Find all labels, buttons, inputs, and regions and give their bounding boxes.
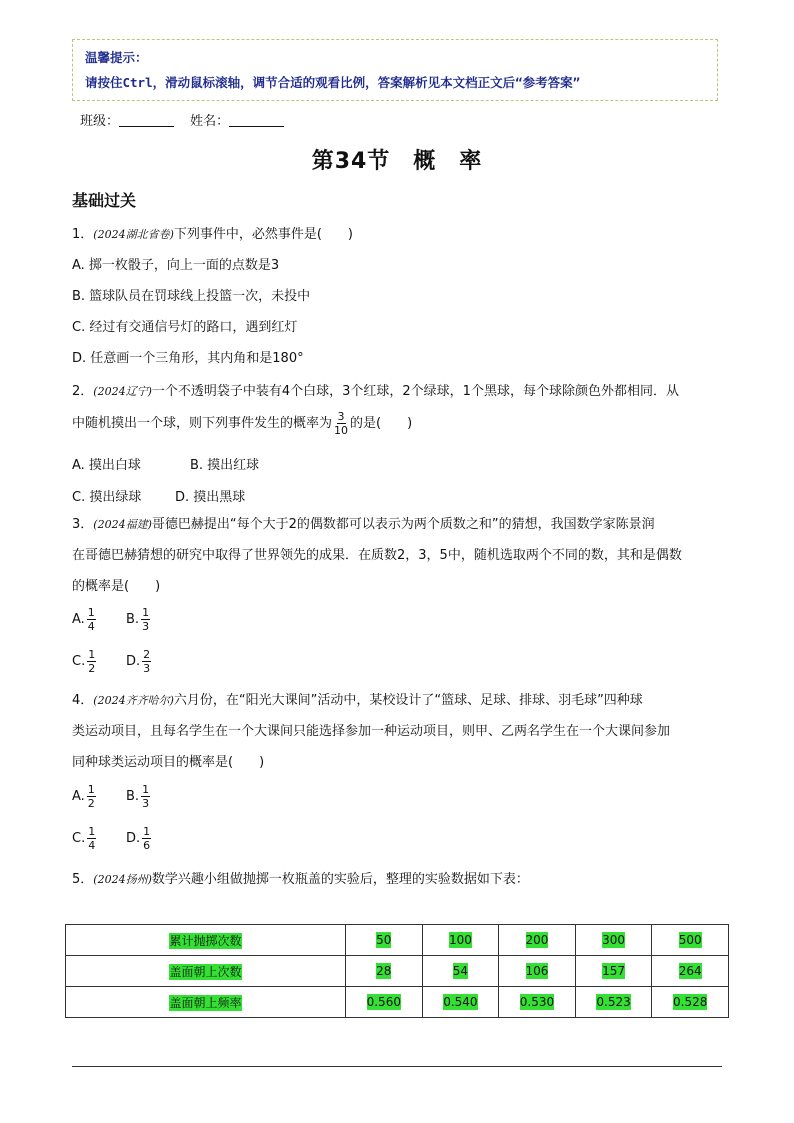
question-text: 中随机摸出一个球，则下列事件发生的概率为 (72, 415, 333, 431)
data-table (65, 924, 729, 1018)
fraction (87, 606, 96, 633)
question-number: 2． (72, 384, 94, 399)
fraction-denominator: 4 (88, 839, 96, 852)
question-number: 5． (72, 872, 94, 887)
cell-text: 500 (678, 933, 702, 947)
fraction-denominator: 2 (87, 797, 95, 810)
table-cell (346, 987, 423, 1018)
fraction-denominator: 2 (88, 662, 96, 675)
question-number: 3． (72, 517, 94, 532)
fraction (87, 825, 96, 852)
cell-text: 28 (376, 964, 392, 978)
table-cell (575, 987, 652, 1018)
fraction (141, 606, 150, 633)
cell-text: 0.523 (596, 995, 631, 1009)
fraction (142, 648, 151, 675)
question-number: 4． (72, 693, 94, 708)
cell-text: 100 (448, 933, 472, 947)
table-cell (422, 987, 499, 1018)
question-4-line3: 同种球类运动项目的概率是( ) (72, 755, 265, 770)
class-blank (119, 114, 174, 127)
table-cell (652, 925, 729, 956)
table-cell (422, 956, 499, 987)
option-label: B. (126, 789, 140, 804)
cell-text: 0.560 (366, 995, 401, 1009)
table-cell (422, 925, 499, 956)
cell-text: 54 (452, 964, 469, 978)
student-info (80, 110, 284, 129)
section-heading: 基础过关 (72, 191, 137, 210)
class-label: 班级： (80, 114, 120, 129)
name-label: 姓名： (190, 114, 230, 129)
cell-text: 157 (602, 964, 626, 978)
cell-text: 0.540 (443, 995, 478, 1009)
question-text: 数学兴趣小组做抛掷一枚瓶盖的实验后，整理的实验数据如下表： (151, 872, 529, 887)
cell-text: 盖面朝上频率 (169, 995, 242, 1010)
fraction-numerator: 1 (87, 606, 95, 619)
fraction-denominator: 4 (87, 620, 95, 633)
question-number: 1． (72, 227, 94, 242)
table-cell (652, 956, 729, 987)
fraction-denominator: 3 (142, 620, 150, 633)
question-text: 一个不透明袋子中装有4个白球，3个红球，2个绿球，1个黑球，每个球除颜色外都相同．从 (151, 384, 679, 399)
option-d (126, 648, 153, 675)
fraction (334, 410, 348, 437)
fraction-denominator: 6 (143, 839, 151, 852)
cell-text: 264 (678, 964, 702, 978)
question-source: (2024辽宁) (93, 385, 152, 398)
option-a: A. 掷一枚骰子，向上一面的点数是3 (72, 258, 280, 273)
footer-divider (72, 1066, 722, 1067)
page-title: 第34节 概 率 (311, 149, 483, 174)
cell-text: 106 (525, 964, 549, 978)
fraction (142, 825, 151, 852)
table-cell (499, 925, 576, 956)
question-4-line2: 类运动项目，且每名学生在一个大课间只能选择参加一种运动项目，则甲、乙两名学生在一个大课间参加 (72, 724, 671, 739)
option-label: C. (72, 831, 86, 846)
table-cell (346, 956, 423, 987)
row-header (66, 925, 346, 956)
option-label: D. (126, 831, 141, 846)
fraction (141, 783, 150, 810)
option-d: D. 摸出黑球 (175, 490, 246, 505)
fraction-numerator: 1 (143, 825, 151, 838)
option-a (72, 783, 98, 810)
option-label: A. (72, 789, 85, 804)
option-label: A. (72, 612, 85, 627)
table-row (66, 925, 729, 956)
option-c: C. 经过有交通信号灯的路口，遇到红灯 (72, 320, 298, 335)
cell-text: 0.530 (519, 995, 555, 1009)
row-header (66, 956, 346, 987)
table-row (66, 956, 729, 987)
option-a: A. 摸出白球 (72, 458, 141, 473)
fraction (87, 783, 96, 810)
table-cell (652, 987, 729, 1018)
question-source: (2024扬州) (93, 873, 152, 886)
fraction-numerator: 1 (142, 783, 150, 796)
table-cell (575, 925, 652, 956)
option-c (72, 825, 98, 852)
option-d (126, 825, 153, 852)
cell-text: 50 (376, 933, 392, 947)
table-cell (499, 956, 576, 987)
question-text: 六月份，在“阳光大课间”活动中，某校设计了“篮球、足球、排球、羽毛球”四种球 (173, 693, 643, 708)
question-text: 的是( ) (350, 415, 413, 431)
row-header (66, 987, 346, 1018)
option-c: C. 摸出绿球 (72, 490, 142, 505)
question-4 (72, 685, 722, 716)
fraction-numerator: 1 (88, 825, 96, 838)
cell-text: 盖面朝上次数 (169, 964, 242, 979)
option-a (72, 606, 98, 633)
tip-box (72, 39, 718, 101)
cell-text: 300 (602, 933, 626, 947)
option-b: B. 摸出红球 (190, 458, 260, 473)
question-source: (2024湖北省卷) (93, 228, 174, 241)
question-2 (72, 376, 722, 407)
question-3-line2: 在哥德巴赫猜想的研究中取得了世界领先的成果．在质数2，3，5中，随机选取两个不同的数，其和是偶数 (72, 548, 682, 563)
table-row (66, 987, 729, 1018)
fraction-numerator: 1 (88, 648, 96, 661)
option-label: C. (72, 654, 86, 669)
question-text: 下列事件中，必然事件是( ) (173, 227, 354, 242)
name-blank (229, 114, 284, 127)
cell-text: 200 (525, 933, 549, 947)
question-3-line3: 的概率是( ) (72, 579, 161, 594)
question-3 (72, 509, 722, 540)
question-1 (72, 219, 722, 250)
fraction-denominator: 10 (334, 424, 349, 437)
table-cell (346, 925, 423, 956)
question-5 (72, 864, 722, 895)
fraction-numerator: 1 (87, 783, 95, 796)
fraction-numerator: 2 (143, 648, 151, 661)
question-source: (2024福建) (93, 518, 152, 531)
table-cell (499, 987, 576, 1018)
option-d: D. 任意画一个三角形，其内角和是180° (72, 351, 304, 366)
question-source: (2024齐齐哈尔) (93, 694, 174, 707)
fraction-denominator: 3 (143, 662, 151, 675)
tip-text: 请按住Ctrl，滑动鼠标滚轴，调节合适的观看比例，答案解析见本文档正文后“参考答案” (85, 75, 581, 90)
question-text: 哥德巴赫提出“每个大于2的偶数都可以表示为两个质数之和”的猜想，我国数学家陈景润 (151, 517, 655, 532)
fraction-numerator: 3 (337, 410, 345, 423)
fraction-denominator: 3 (142, 797, 150, 810)
cell-text: 0.528 (673, 995, 708, 1009)
question-2-line2 (72, 410, 722, 437)
fraction (87, 648, 96, 675)
option-label: D. (126, 654, 141, 669)
fraction-numerator: 1 (142, 606, 150, 619)
table-cell (575, 956, 652, 987)
option-b: B. 篮球队员在罚球线上投篮一次，未投中 (72, 289, 311, 304)
tip-heading: 温馨提示： (85, 50, 148, 65)
option-b (126, 783, 152, 810)
option-label: B. (126, 612, 140, 627)
cell-text: 累计抛掷次数 (169, 933, 242, 948)
option-b (126, 606, 152, 633)
option-c (72, 648, 98, 675)
